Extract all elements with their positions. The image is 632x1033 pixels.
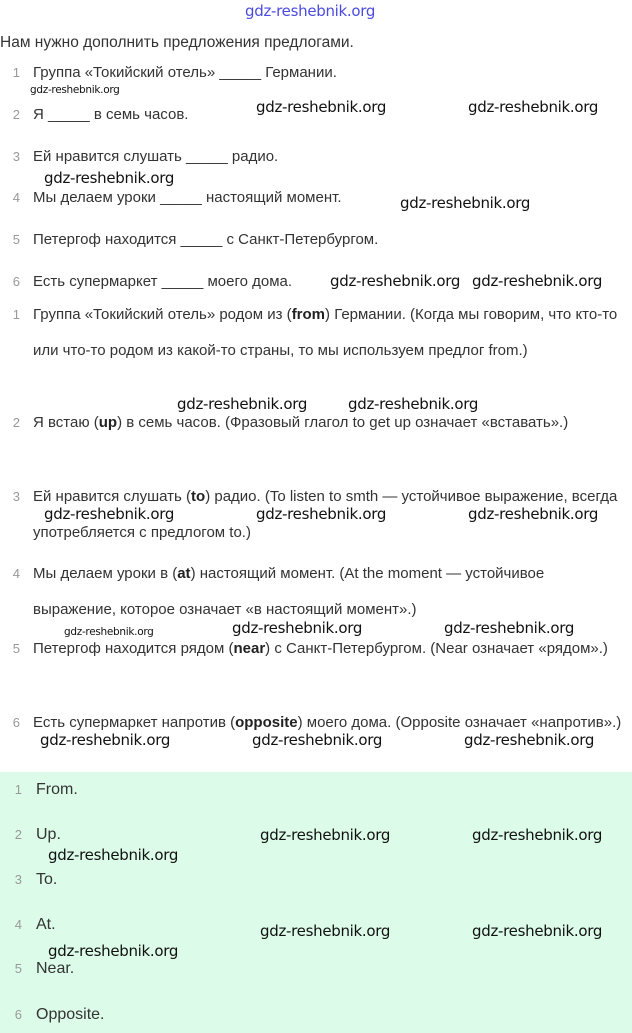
watermark-top: gdz-reshebnik.org <box>245 2 376 20</box>
watermark: gdz-reshebnik.org <box>400 194 531 212</box>
watermark: gdz-reshebnik.org <box>256 505 387 523</box>
answer-item: To. <box>36 871 58 888</box>
watermark: gdz-reshebnik.org <box>444 619 575 637</box>
item-number: 4 <box>12 566 20 581</box>
item-number: 2 <box>12 107 20 122</box>
explanation-text: Мы делаем уроки в ( <box>33 565 178 582</box>
watermark: gdz-reshebnik.org <box>260 922 391 940</box>
item-number: 3 <box>12 149 20 164</box>
item-number: 6 <box>12 715 20 730</box>
explanation-text: ) моего дома. (Opposite означает «напротив».) <box>297 714 622 731</box>
answer-preposition: at <box>177 565 191 582</box>
explanation-text: ) настоящий момент. (At the moment — устойчивое выражение, которое означает «в настоящий момент».) <box>33 565 545 618</box>
watermark: gdz-reshebnik.org <box>177 395 308 413</box>
watermark: gdz-reshebnik.org <box>30 84 120 96</box>
watermark: gdz-reshebnik.org <box>256 98 387 116</box>
item-number: 1 <box>12 65 20 80</box>
item-number: 6 <box>12 274 20 289</box>
exercise-item: Есть супермаркет _____ моего дома. <box>33 273 293 290</box>
watermark: gdz-reshebnik.org <box>44 169 175 187</box>
answer-number: 3 <box>14 872 22 887</box>
watermark: gdz-reshebnik.org <box>472 922 603 940</box>
watermark: gdz-reshebnik.org <box>472 826 603 844</box>
watermark: gdz-reshebnik.org <box>232 619 363 637</box>
answer-item: At. <box>36 916 56 933</box>
item-number: 2 <box>12 415 20 430</box>
watermark: gdz-reshebnik.org <box>330 272 461 290</box>
exercise-item: Ей нравится слушать _____ радио. <box>33 148 279 165</box>
item-number: 5 <box>12 232 20 247</box>
watermark: gdz-reshebnik.org <box>40 731 171 749</box>
watermark: gdz-reshebnik.org <box>468 98 599 116</box>
item-number: 4 <box>12 190 20 205</box>
answer-preposition: from <box>291 306 326 323</box>
explanation-text: Группа «Токийский отель» родом из ( <box>33 306 292 323</box>
explanation-text: ) Германии. (Когда мы говорим, что кто-то или что-то родом из какой-то страны, то мы используем предлог from.) <box>33 306 618 359</box>
watermark: gdz-reshebnik.org <box>464 731 595 749</box>
answer-number: 1 <box>14 782 22 797</box>
answer-preposition: opposite <box>235 714 298 731</box>
answers-panel <box>0 772 632 1033</box>
explanation-text: ) с Санкт-Петербургом. (Near означает «рядом».) <box>265 640 608 657</box>
watermark: gdz-reshebnik.org <box>44 505 175 523</box>
watermark: gdz-reshebnik.org <box>472 272 603 290</box>
explanation-text: Петергоф находится рядом ( <box>33 640 234 657</box>
watermark: gdz-reshebnik.org <box>64 626 154 638</box>
answer-preposition: to <box>191 488 206 505</box>
explanation-text: Есть супермаркет напротив ( <box>33 714 236 731</box>
explanation-item <box>33 297 625 369</box>
item-number: 5 <box>12 641 20 656</box>
explanation-item <box>33 405 625 441</box>
watermark: gdz-reshebnik.org <box>48 846 179 864</box>
exercise-item: Петергоф находится _____ с Санкт-Петербургом. <box>33 231 379 248</box>
watermark: gdz-reshebnik.org <box>468 505 599 523</box>
answer-number: 5 <box>14 961 22 976</box>
watermark: gdz-reshebnik.org <box>48 942 179 960</box>
answer-number: 4 <box>14 917 22 932</box>
answer-number: 6 <box>14 1007 22 1022</box>
intro-text: Нам нужно дополнить предложения предлогами. <box>0 34 354 51</box>
explanation-text: Ей нравится слушать ( <box>33 488 192 505</box>
exercise-item: Я _____ в семь часов. <box>33 106 189 123</box>
watermark: gdz-reshebnik.org <box>348 395 479 413</box>
answer-item: Near. <box>36 960 75 977</box>
answer-item: Opposite. <box>36 1006 105 1023</box>
watermark: gdz-reshebnik.org <box>260 826 391 844</box>
explanation-item <box>33 556 625 628</box>
answer-item: Up. <box>36 826 61 843</box>
explanation-text: ) радио. (To listen to smth — устойчивое выражение, всегда употребляется с предлогом to.) <box>33 488 618 541</box>
answer-item: From. <box>36 781 78 798</box>
answer-number: 2 <box>14 827 22 842</box>
item-number: 3 <box>12 489 20 504</box>
exercise-item: Мы делаем уроки _____ настоящий момент. <box>33 189 342 206</box>
exercise-item: Группа «Токийский отель» _____ Германии. <box>33 64 337 81</box>
answer-preposition: near <box>233 640 266 657</box>
watermark: gdz-reshebnik.org <box>252 731 383 749</box>
item-number: 1 <box>12 307 20 322</box>
explanation-text: ) в семь часов. (Фразовый глагол to get up означает «вставать».) <box>117 414 569 431</box>
explanation-text: Я встаю ( <box>33 414 99 431</box>
answer-preposition: up <box>98 414 118 431</box>
